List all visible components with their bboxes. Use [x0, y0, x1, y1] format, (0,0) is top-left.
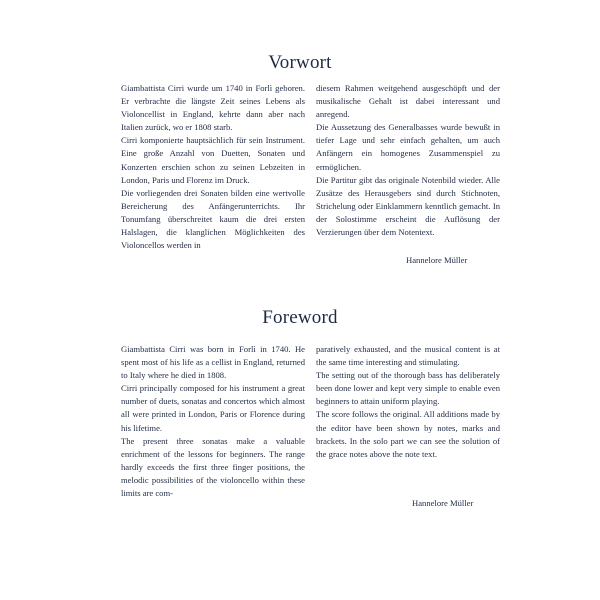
- vorwort-left-column: [121, 82, 305, 252]
- vorwort-left-paragraph: Giambattista Cirri wurde um 1740 in Forlì geboren. Er verbrachte die längste Zeit seines Lebens als Violoncellist in England, kehrte dann aber nach Italien zurück, wo er 1808 starb.: [121, 83, 305, 133]
- vorwort-right-paragraph: diesem Rahmen weitgehend ausgeschöpft und der musikalische Gehalt ist dabei interessant und anregend.: [316, 83, 500, 120]
- foreword-right-paragraph: paratively exhausted, and the musical content is at the same time interesting and stimulating.: [316, 344, 500, 368]
- vorwort-left-paragraph: Cirri komponierte hauptsächlich für sein Instrument. Eine große Anzahl von Duetten, Sonaten und Konzerten erschien schon zu seinen Lebzeiten in London, Paris und Florenz im Druck.: [121, 135, 305, 185]
- vorwort-right-paragraph: Die Partitur gibt das originale Notenbild wieder. Alle Zusätze des Herausgebers sind durch Stichnoten, Strichelung oder Einklammern kenntlich gemacht. In der Solostimme erscheint die Auflösung der Verzierungen über dem Notentext.: [316, 174, 500, 238]
- vorwort-right-column: [316, 82, 500, 239]
- foreword-left-column: [121, 343, 305, 500]
- vorwort-right-paragraph: Die Aussetzung des Generalbasses wurde bewußt in tiefer Lage und sehr einfach gehalten, um auch Anfängern ein homogenes Zusammenspiel zu ermöglichen.: [316, 122, 500, 172]
- foreword-signature: Hannelore Müller: [412, 498, 474, 508]
- vorwort-signature: Hannelore Müller: [406, 255, 468, 265]
- foreword-left-paragraph: Giambattista Cirri was born in Forlì in 1740. He spent most of his life as a cellist in England, returned to Italy where he died in 1808.: [121, 344, 305, 381]
- foreword-title: Foreword: [262, 307, 338, 328]
- vorwort-title: Vorwort: [268, 52, 332, 73]
- foreword-right-column: [316, 343, 500, 461]
- foreword-left-paragraph: The present three sonatas make a valuable enrichment of the lessons for beginners. The range hardly exceeds the first three finger positions, the melodic possibilities of the violoncello within these limits are com-: [121, 435, 305, 499]
- foreword-right-paragraph: The setting out of the thorough bass has deliberately been done lower and kept very simple to enable even beginners to attain uniform playing.: [316, 370, 500, 407]
- foreword-left-paragraph: Cirri principally composed for his instrument a great number of duets, sonatas and concertos which almost all were printed in London, Paris or Florence during his lifetime.: [121, 383, 305, 433]
- vorwort-left-paragraph: Die vorliegenden drei Sonaten bilden eine wertvolle Bereicherung des Anfängerunterrichts. Ihr Tonumfang überschreitet kaum die drei ersten Halslagen, die klanglichen Möglichkeiten des Violoncellos werden in: [121, 187, 305, 251]
- foreword-right-paragraph: The score follows the original. All additions made by the editor have been shown by notes, marks and brackets. In the solo part we can see the solution of the grace notes above the note text.: [316, 409, 500, 459]
